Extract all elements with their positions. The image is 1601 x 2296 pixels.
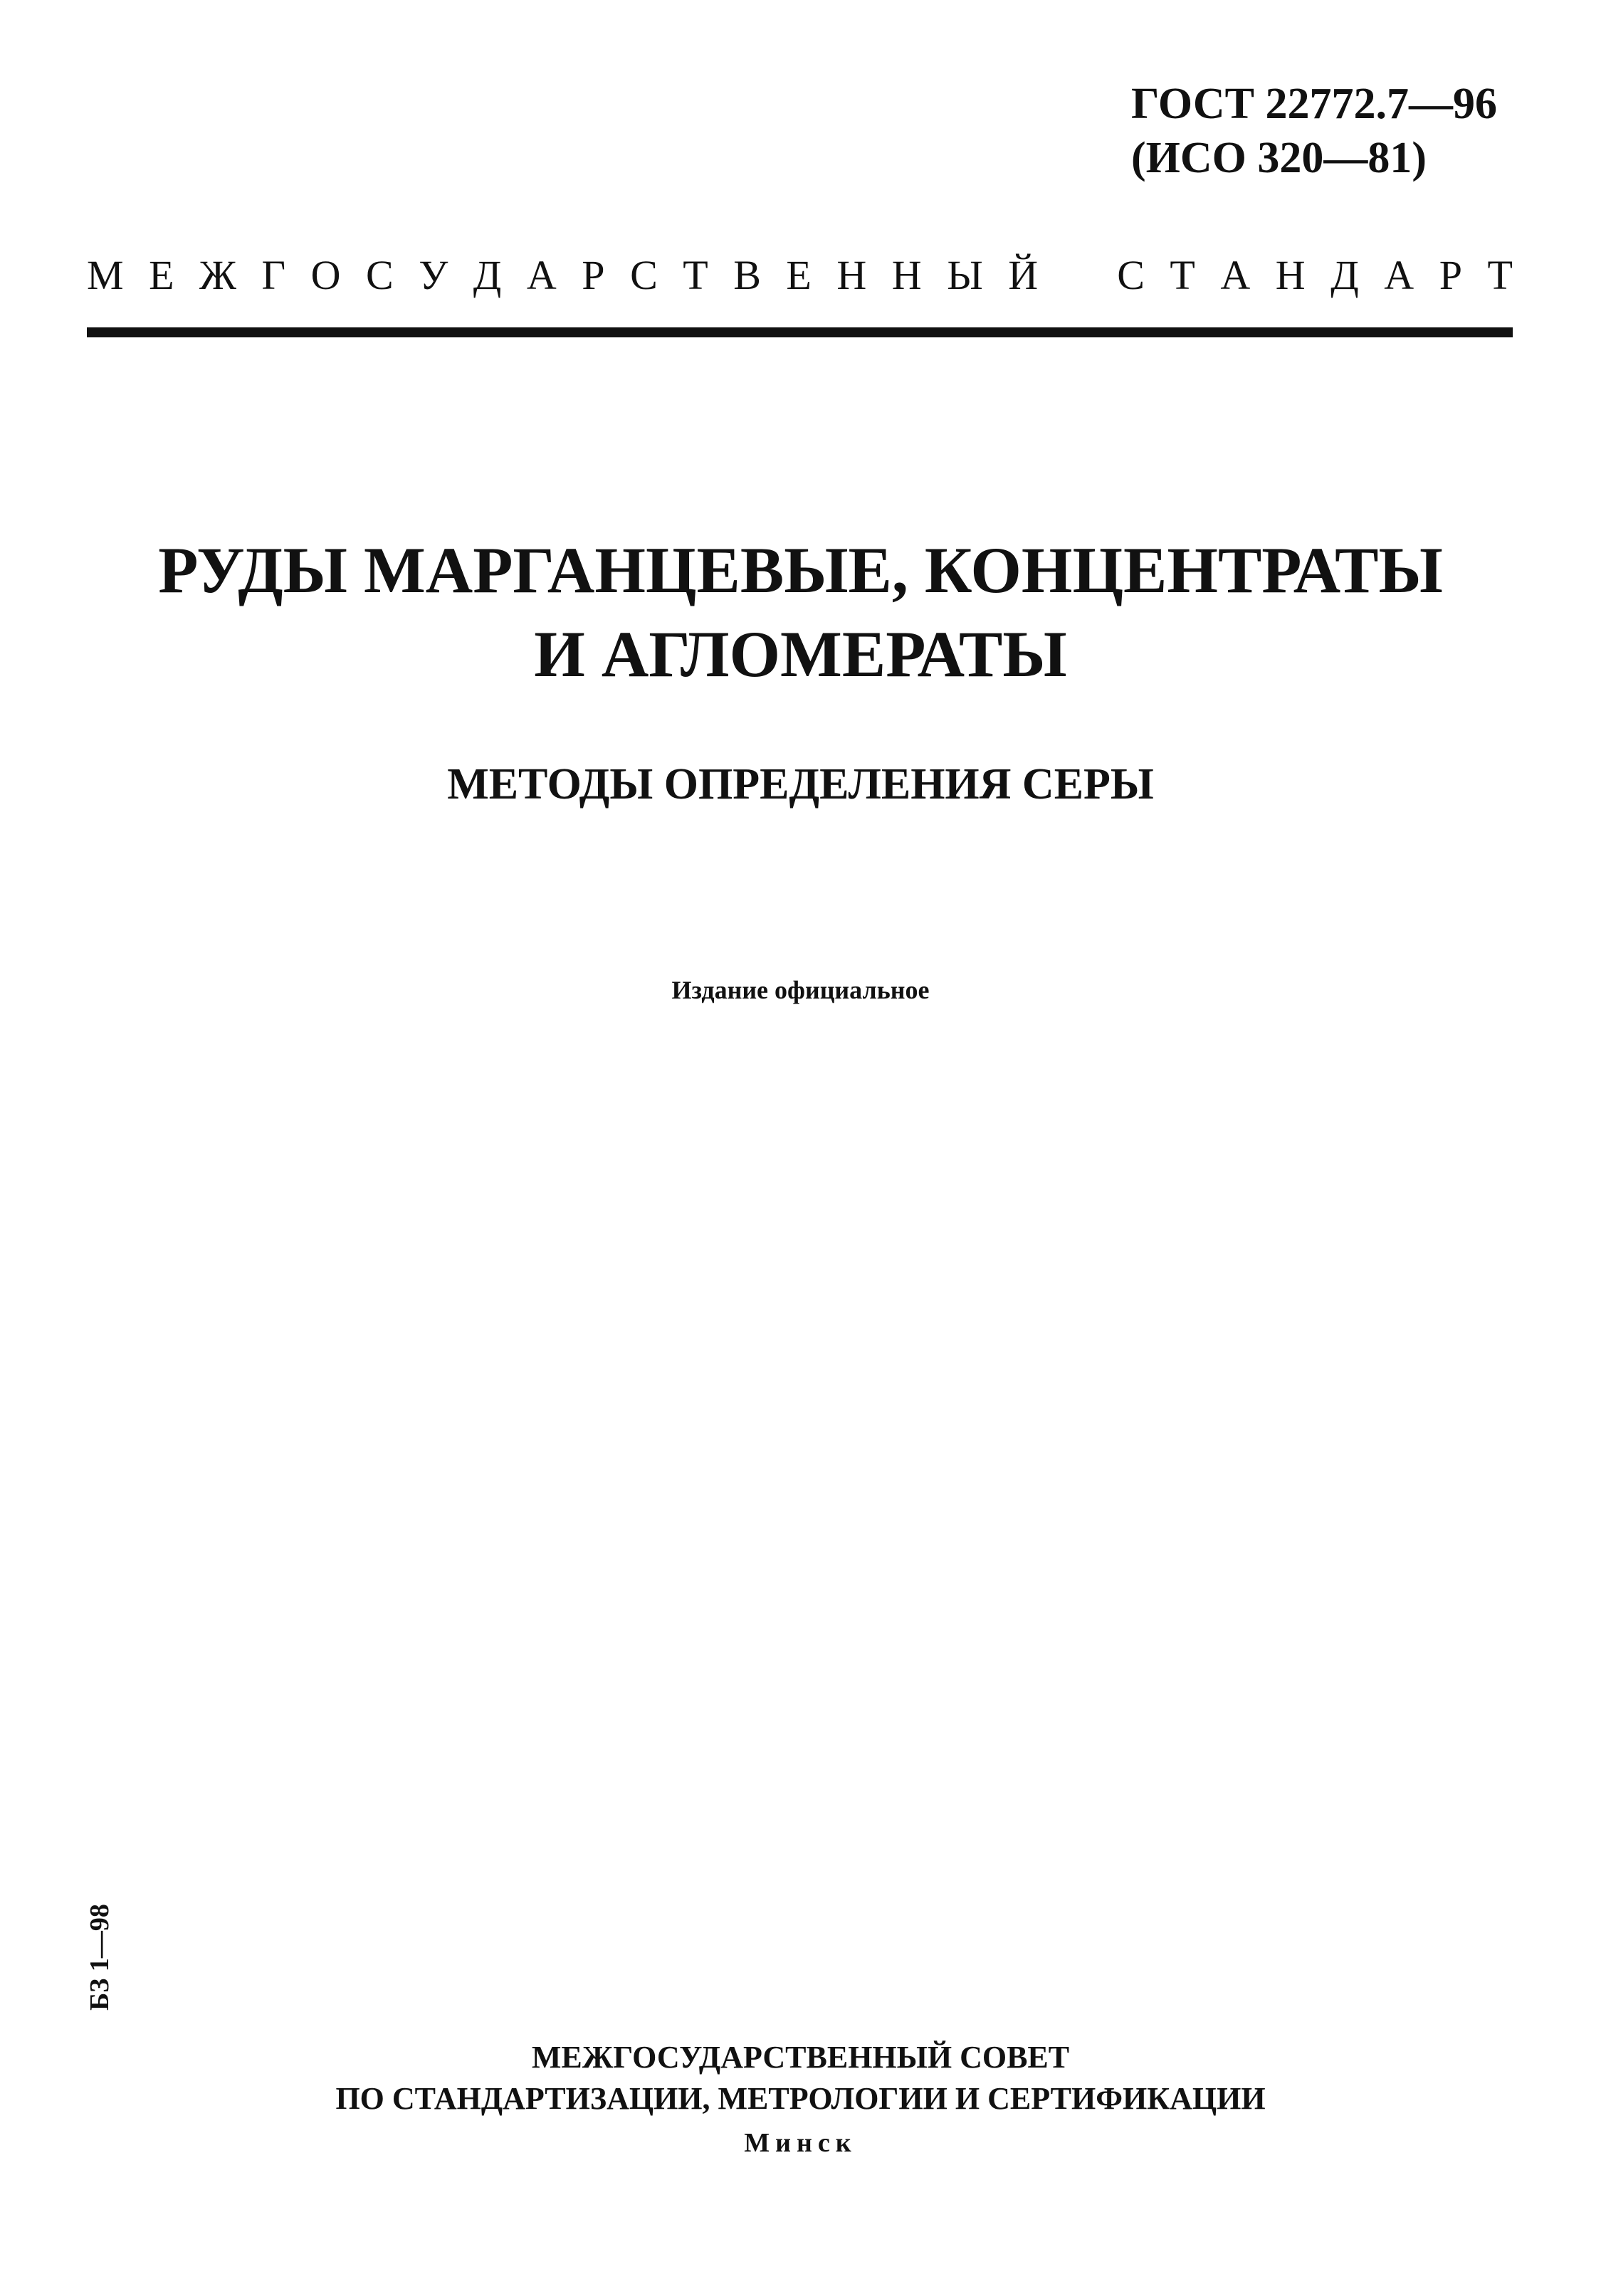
title-line-1: РУДЫ МАРГАНЦЕВЫЕ, КОНЦЕНТРАТЫ	[158, 534, 1443, 606]
interstate-standard-header	[87, 251, 1513, 300]
header-letter: С	[630, 252, 658, 298]
header-letter: Д	[473, 252, 502, 298]
header-letter: С	[365, 252, 394, 298]
standard-designation	[1131, 77, 1501, 185]
side-code-text: БЗ 1—98	[85, 1904, 115, 2011]
header-letter: А	[526, 252, 557, 298]
header-letter: Т	[683, 252, 708, 298]
document-subtitle: МЕТОДЫ ОПРЕДЕЛЕНИЯ СЕРЫ	[447, 760, 1154, 809]
header-letter: В	[733, 252, 761, 298]
side-code-box	[78, 1886, 121, 2028]
standard-code: ГОСТ 22772.7—96	[1131, 80, 1498, 128]
header-letter: Н	[891, 252, 922, 298]
header-letter: Г	[261, 252, 286, 298]
header-letter: Ы	[947, 252, 983, 298]
header-letter: Н	[836, 252, 867, 298]
header-letter: Т	[1170, 252, 1195, 298]
header-letter: О	[310, 252, 341, 298]
header-letter: С	[1117, 252, 1145, 298]
header-gap	[1064, 251, 1092, 300]
header-letter: Н	[1275, 252, 1306, 298]
publisher-block	[0, 2037, 1601, 2164]
header-divider	[87, 327, 1513, 337]
header-letter: У	[419, 252, 448, 298]
header-letter: Т	[1487, 252, 1513, 298]
edition-label: Издание официальное	[671, 976, 930, 1004]
title-line-2: И АГЛОМЕРАТЫ	[534, 618, 1067, 690]
header-letter: Ж	[199, 252, 237, 298]
header-letter: А	[1220, 252, 1251, 298]
document-title	[0, 528, 1601, 696]
header-letter: Р	[1439, 252, 1462, 298]
header-letter: Р	[582, 252, 605, 298]
header-letter: Д	[1330, 252, 1359, 298]
header-letter: Й	[1008, 252, 1039, 298]
header-letter: М	[87, 252, 124, 298]
header-letter: Е	[786, 252, 812, 298]
publisher-line-2: ПО СТАНДАРТИЗАЦИИ, МЕТРОЛОГИИ И СЕРТИФИКАЦИИ	[335, 2081, 1266, 2116]
publisher-line-1: МЕЖГОСУДАРСТВЕННЫЙ СОВЕТ	[531, 2040, 1070, 2075]
header-letter: А	[1384, 252, 1414, 298]
header-letter: Е	[149, 252, 174, 298]
iso-code: (ИСО 320—81)	[1131, 134, 1427, 182]
publisher-city: Минск	[744, 2128, 857, 2158]
